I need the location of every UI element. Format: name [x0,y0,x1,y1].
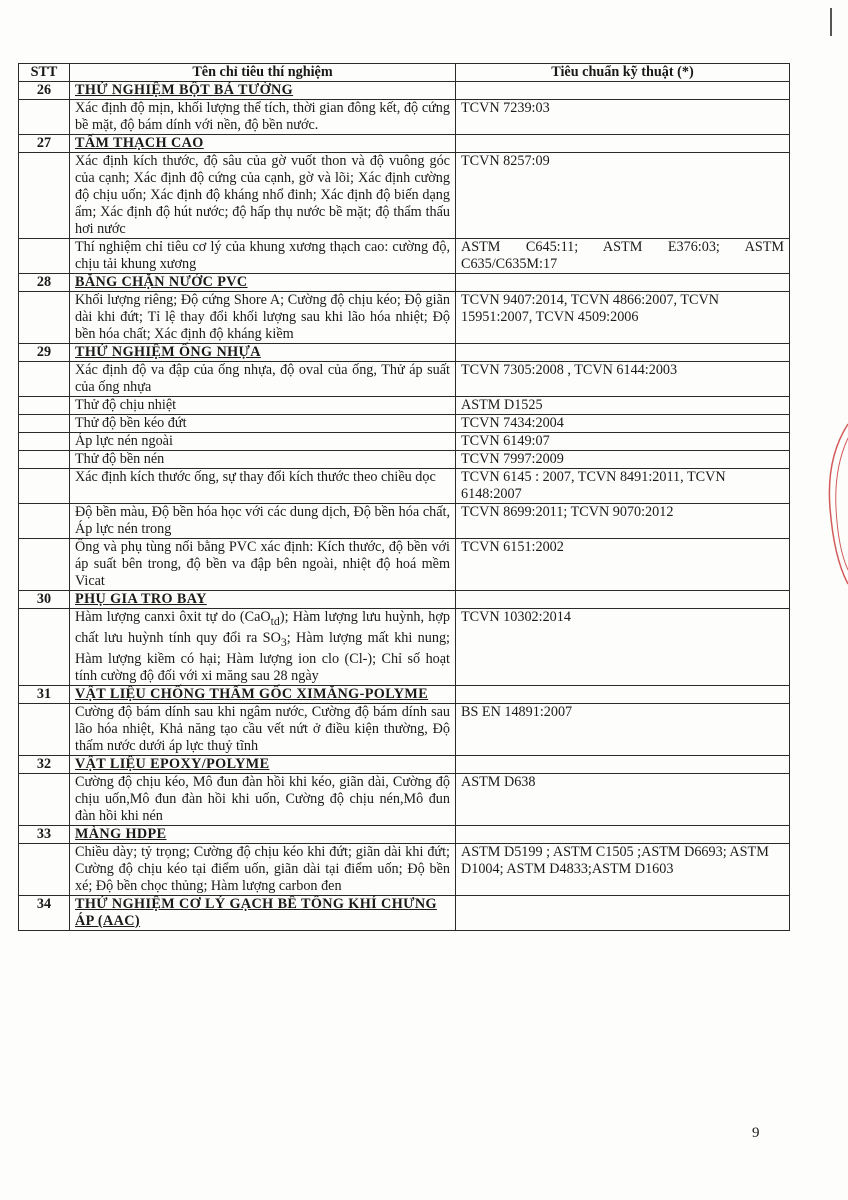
category-row [19,274,790,292]
standard-code: TCVN 8699:2011; TCVN 9070:2012 [456,504,790,539]
test-description: Thử độ bền nén [70,451,456,469]
empty-cell [19,703,70,755]
test-description: Xác định kích thước, độ sâu của gờ vuốt thon và độ vuông góc của cạnh; Xác định độ cứng của cạnh, gờ và lõi; Xác định cường độ chịu uốn; Xác định độ kháng nhổ đinh; Xác định độ biến dạng ẩm; Xác định độ hút nước; độ hấp thụ nước bề mặt; độ thẩm thấu hơi nước [70,153,456,239]
standard-code: ASTM C645:11; ASTM E376:03; ASTM C635/C635M:17 [456,239,790,274]
red-stamp-fragment [824,418,848,588]
test-description: Thí nghiệm chỉ tiêu cơ lý của khung xương thạch cao: cường độ, chịu tải khung xương [70,239,456,274]
category-row [19,135,790,153]
empty-cell [19,397,70,415]
test-standards-table [18,63,790,931]
empty-cell [456,685,790,703]
test-description: Độ bền màu, Độ bền hóa học với các dung dịch, Độ bền hóa chất, Áp lực nén trong [70,504,456,539]
row-number: 29 [19,344,70,362]
category-title: BĂNG CHẶN NƯỚC PVC [70,274,456,292]
test-description: Áp lực nén ngoài [70,433,456,451]
test-description: Khối lượng riêng; Độ cứng Shore A; Cường độ chịu kéo; Độ giãn dài khi đứt; Tỉ lệ thay đổi khối lượng sau khi lão hóa nhiệt; Độ bền hóa chất; Xác định độ kháng kiềm [70,292,456,344]
empty-cell [19,362,70,397]
standard-code: ASTM D5199 ; ASTM C1505 ;ASTM D6693; ASTM D1004; ASTM D4833;ASTM D1603 [456,843,790,895]
empty-cell [19,773,70,825]
category-title: THỬ NGHIỆM ỐNG NHỰA [70,344,456,362]
empty-cell [456,895,790,930]
empty-cell [19,539,70,591]
test-description: Xác định độ mịn, khối lượng thể tích, thời gian đông kết, độ cứng bề mặt, độ bám dính với nền, độ bền nước. [70,100,456,135]
desc-subscript: 3 [280,634,287,649]
category-row [19,591,790,609]
standard-code: TCVN 7997:2009 [456,451,790,469]
standard-code: TCVN 6145 : 2007, TCVN 8491:2011, TCVN 6148:2007 [456,469,790,504]
row-number: 33 [19,825,70,843]
header-stt: STT [19,64,70,82]
category-title: THỬ NGHIỆM CƠ LÝ GẠCH BÊ TÔNG KHÍ CHƯNG ÁP (AAC) [70,895,456,930]
test-description: Thử độ chịu nhiệt [70,397,456,415]
empty-cell [456,591,790,609]
empty-cell [19,415,70,433]
table-row [19,100,790,135]
category-row [19,344,790,362]
category-row [19,895,790,930]
desc-part: ; Hàm lượng mất khi nung; Hàm lượng kiềm có hại; Hàm lượng ion clo (Cl-); Chỉ số hoạt tính cường độ đối với xi măng sau 28 ngày [75,629,450,684]
table-row [19,504,790,539]
empty-cell [19,504,70,539]
table-row [19,451,790,469]
table-row [19,153,790,239]
page-number: 9 [752,1125,760,1141]
table-row [19,415,790,433]
desc-part: Hàm lượng canxi ôxit tự do (CaO [75,609,271,625]
table-row [19,703,790,755]
empty-cell [19,609,70,686]
test-description: Xác định độ va đập của ống nhựa, độ oval của ống, Thử áp suất của ống nhựa [70,362,456,397]
empty-cell [19,100,70,135]
row-number: 30 [19,591,70,609]
standard-code: TCVN 9407:2014, TCVN 4866:2007, TCVN 15951:2007, TCVN 4509:2006 [456,292,790,344]
table-row [19,773,790,825]
desc-subscript: td [270,613,280,628]
test-description [70,609,456,686]
table-row [19,609,790,686]
standard-code: ASTM D1525 [456,397,790,415]
header-standard: Tiêu chuẩn kỹ thuật (*) [456,64,790,82]
standard-code: TCVN 8257:09 [456,153,790,239]
empty-cell [456,825,790,843]
empty-cell [19,843,70,895]
category-row [19,82,790,100]
standard-code: TCVN 7434:2004 [456,415,790,433]
standard-code: TCVN 7239:03 [456,100,790,135]
table-row [19,433,790,451]
table-row [19,843,790,895]
standard-code: ASTM D638 [456,773,790,825]
table-row [19,539,790,591]
empty-cell [19,292,70,344]
row-number: 31 [19,685,70,703]
empty-cell [19,153,70,239]
standard-code: TCVN 6149:07 [456,433,790,451]
standard-code: BS EN 14891:2007 [456,703,790,755]
stamp-arc-icon [824,418,848,588]
category-title: MÀNG HDPE [70,825,456,843]
test-description: Chiều dày; tỷ trọng; Cường độ chịu kéo khi đứt; giãn dài khi đứt; Cường độ chịu kéo tại điểm uốn, giãn dài tại điểm uốn; Độ bền xé; Độ bền chọc thủng; Hàm lượng carbon đen [70,843,456,895]
empty-cell [19,451,70,469]
empty-cell [456,755,790,773]
test-description: Cường độ chịu kéo, Mô đun đàn hồi khi kéo, giãn dài, Cường độ chịu uốn,Mô đun đàn hồi khi uốn, Cường độ chịu nén,Mô đun đàn hồi khi nén [70,773,456,825]
test-description: Xác định kích thước ống, sự thay đổi kích thước theo chiều dọc [70,469,456,504]
test-description: Ống và phụ tùng nối bằng PVC xác định: Kích thước, độ bền với áp suất bên trong, độ bền va đập bên ngoài, nhiệt độ hoá mềm Vicat [70,539,456,591]
table-row [19,292,790,344]
table-row [19,362,790,397]
desc-part: ); Hàm lượng lưu huỳnh, hợp chất lưu huỳnh tính quy đổi ra SO [75,609,450,646]
standard-code: TCVN 7305:2008 , TCVN 6144:2003 [456,362,790,397]
row-number: 28 [19,274,70,292]
empty-cell [456,274,790,292]
row-number: 27 [19,135,70,153]
category-title: TẤM THẠCH CAO [70,135,456,153]
category-row [19,825,790,843]
empty-cell [456,344,790,362]
table-header-row [19,64,790,82]
empty-cell [19,433,70,451]
empty-cell [456,82,790,100]
row-number: 32 [19,755,70,773]
category-row [19,685,790,703]
table-row [19,239,790,274]
row-number: 34 [19,895,70,930]
empty-cell [19,469,70,504]
row-number: 26 [19,82,70,100]
empty-cell [456,135,790,153]
category-row [19,755,790,773]
table-row [19,469,790,504]
standard-code: TCVN 6151:2002 [456,539,790,591]
category-title: VẬT LIỆU CHỐNG THẤM GỐC XIMĂNG-POLYME [70,685,456,703]
category-title: PHỤ GIA TRO BAY [70,591,456,609]
empty-cell [19,239,70,274]
corner-mark [830,8,838,36]
category-title: VẬT LIỆU EPOXY/POLYME [70,755,456,773]
table-row [19,397,790,415]
test-description: Cường độ bám dính sau khi ngâm nước, Cường độ bám dính sau lão hóa nhiệt, Khả năng tạo cầu vết nứt ở điều kiện thường, Độ thấm nước dưới áp lực thuỷ tĩnh [70,703,456,755]
standard-code: TCVN 10302:2014 [456,609,790,686]
header-test-name: Tên chỉ tiêu thí nghiệm [70,64,456,82]
test-description: Thử độ bền kéo đứt [70,415,456,433]
category-title: THỬ NGHIỆM BỘT BẢ TƯỜNG [70,82,456,100]
